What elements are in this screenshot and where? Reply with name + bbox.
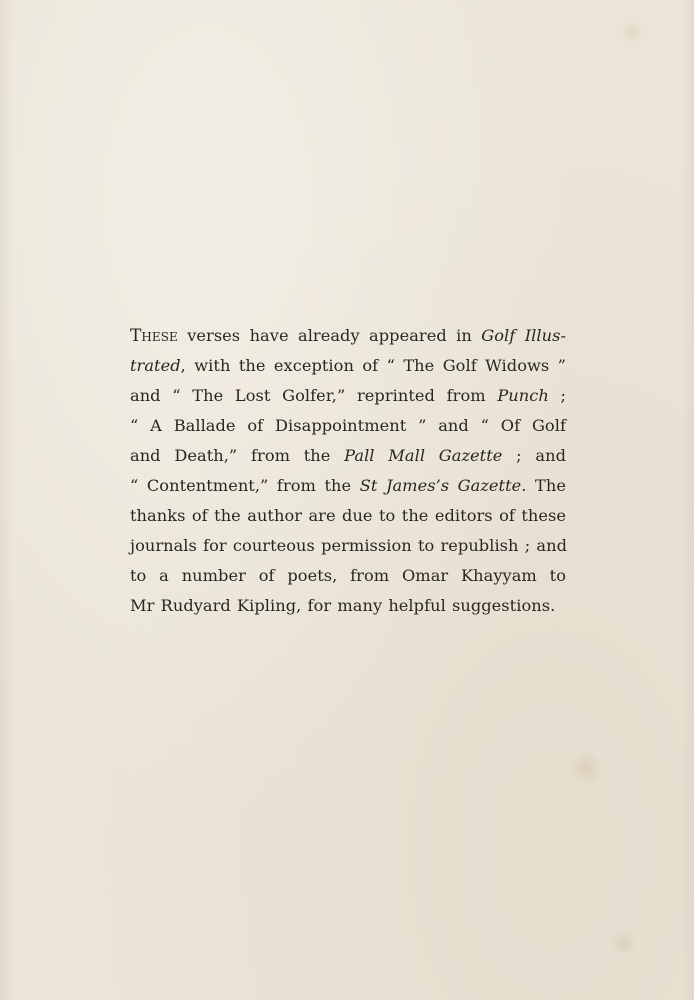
line-segment: , with the exception of “ The Golf Widows ” [180,356,566,375]
italic-title: Pall Mall Gazette [344,446,503,465]
paragraph-line [130,531,566,561]
line-segment: verses have already appeared in [177,326,482,345]
italic-title: trated [130,356,181,375]
paragraph-line [130,321,566,351]
line-segment: ; and [502,446,566,465]
italic-title: Golf Illus- [481,326,566,345]
line-segment: thanks of the author are due to the editors of these [130,506,566,525]
line-segment: journals for courteous permission to republish ; and [130,536,567,555]
line-segment: “ Contentment,” from the [130,476,360,495]
italic-title: St James’s Gazette. [359,476,527,495]
foxing-spot [568,752,604,784]
paragraph-line [130,591,566,621]
paragraph-line [130,441,566,471]
lead-word: These [130,326,178,346]
line-segment: ; [548,386,567,405]
foxing-spot [620,22,644,42]
italic-title: Punch [497,386,549,405]
line-segment: and Death,” from the [130,446,345,465]
line-segment: Mr Rudyard Kipling, for many helpful suggestions. [130,596,556,615]
line-segment: “ A Ballade of Disappointment ” and “ Of Golf [130,416,566,435]
line-segment: The [526,476,566,495]
paragraph-line [130,471,566,501]
paragraph-line [130,381,566,411]
acknowledgement-paragraph [130,321,566,621]
paragraph-line [130,351,566,381]
line-segment: to a number of poets, from Omar Khayyam to [130,566,566,585]
line-segment: and “ The Lost Golfer,” reprinted from [130,386,498,405]
paragraph-line [130,561,566,591]
foxing-spot [610,930,638,956]
paragraph-line [130,411,566,441]
paragraph-line [130,501,566,531]
